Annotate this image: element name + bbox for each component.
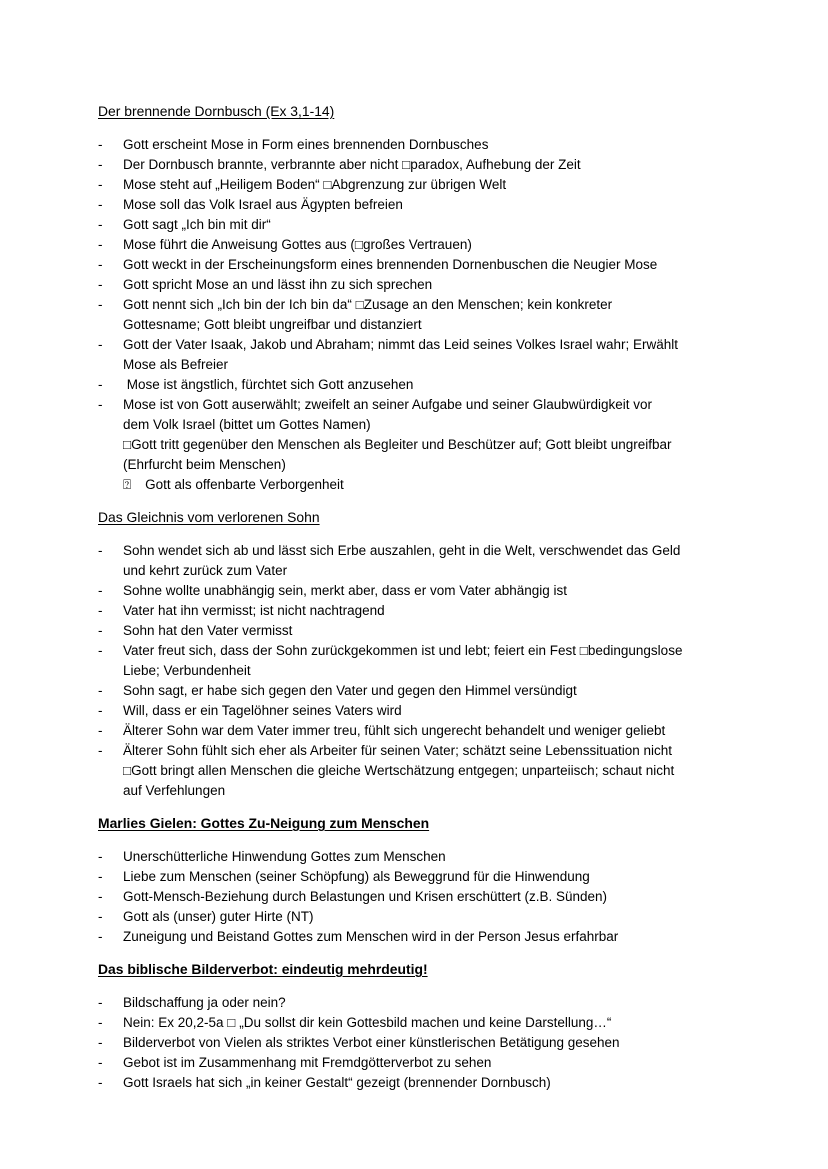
item-line xyxy=(98,661,732,681)
item-text: Mose führt die Anweisung Gottes aus (□großes Vertrauen) xyxy=(123,237,472,252)
bullet-item xyxy=(98,541,732,581)
section xyxy=(98,959,732,1093)
item-line xyxy=(98,235,732,255)
item-line xyxy=(98,335,732,355)
item-text: Vater freut sich, dass der Sohn zurückgekommen ist und lebt; feiert ein Fest □bedingungslose xyxy=(123,643,683,658)
bullet-list xyxy=(98,135,732,495)
bullet-list xyxy=(98,993,732,1093)
bullet-dash: - xyxy=(98,157,103,172)
item-line xyxy=(98,907,732,927)
section-heading: Marlies Gielen: Gottes Zu-Neigung zum Menschen xyxy=(98,815,430,831)
bullet-item xyxy=(98,155,732,175)
item-text: Nein: Ex 20,2-5a □ „Du sollst dir kein Gottesbild machen und keine Darstellung…“ xyxy=(123,1015,612,1030)
bullet-dash: - xyxy=(98,543,103,558)
item-line xyxy=(98,847,732,867)
document-content xyxy=(98,101,732,1093)
item-text: Mose ist von Gott auserwählt; zweifelt an seiner Aufgabe und seiner Glaubwürdigkeit vor xyxy=(123,397,653,412)
marker-spacer xyxy=(98,415,123,435)
bullet-dash: - xyxy=(98,623,103,638)
item-text: □Gott bringt allen Menschen die gleiche Wertschätzung entgegen; unparteiisch; schaut nicht xyxy=(123,763,675,778)
bullet-item xyxy=(98,195,732,215)
item-line xyxy=(98,867,732,887)
item-text: Gott sagt „Ich bin mit dir“ xyxy=(123,217,271,232)
marker-spacer xyxy=(98,455,123,475)
item-line xyxy=(98,475,732,495)
item-text: Zuneigung und Beistand Gottes zum Menschen wird in der Person Jesus erfahrbar xyxy=(123,929,619,944)
bullet-item xyxy=(98,295,732,335)
bullet-dash: - xyxy=(98,197,103,212)
marker-spacer xyxy=(98,315,123,335)
bullet-item xyxy=(98,1073,732,1093)
bullet-item xyxy=(98,907,732,927)
marker-spacer xyxy=(98,781,123,801)
bullet-dash: - xyxy=(98,217,103,232)
note-item xyxy=(98,475,732,495)
bullet-list xyxy=(98,847,732,947)
item-text: Sohn wendet sich ab und lässt sich Erbe auszahlen, geht in die Welt, verschwendet das Geld xyxy=(123,543,681,558)
section xyxy=(98,507,732,801)
item-text: Mose ist ängstlich, fürchtet sich Gott anzusehen xyxy=(123,377,414,392)
bullet-item xyxy=(98,275,732,295)
note-item xyxy=(98,761,732,801)
item-line xyxy=(98,435,732,455)
item-text: Bilderverbot von Vielen als striktes Verbot einer künstlerischen Betätigung gesehen xyxy=(123,1035,620,1050)
bullet-dash: - xyxy=(98,277,103,292)
marker-spacer xyxy=(98,475,123,495)
bullet-item xyxy=(98,335,732,375)
item-text: (Ehrfurcht beim Menschen) xyxy=(123,457,286,472)
item-text: Älterer Sohn fühlt sich eher als Arbeiter für seinen Vater; schätzt seine Lebenssituation nicht xyxy=(123,743,673,758)
item-line xyxy=(98,1033,732,1053)
bullet-item xyxy=(98,867,732,887)
item-line xyxy=(98,541,732,561)
item-text: Gottesname; Gott bleibt ungreifbar und distanziert xyxy=(123,317,422,332)
item-text: Sohn sagt, er habe sich gegen den Vater und gegen den Himmel versündigt xyxy=(123,683,577,698)
bullet-dash: - xyxy=(98,869,103,884)
item-text: ⍰ Gott als offenbarte Verborgenheit xyxy=(123,477,344,492)
item-line xyxy=(98,581,732,601)
bullet-dash: - xyxy=(98,1055,103,1070)
bullet-item xyxy=(98,1053,732,1073)
item-text: Älterer Sohn war dem Vater immer treu, fühlt sich ungerecht behandelt und weniger geliebt xyxy=(123,723,666,738)
item-line xyxy=(98,741,732,761)
item-line xyxy=(98,135,732,155)
bullet-dash: - xyxy=(98,583,103,598)
item-line xyxy=(98,1053,732,1073)
item-text: Gott der Vater Isaak, Jakob und Abraham; nimmt das Leid seines Volkes Israel wahr; Erwählt xyxy=(123,337,679,352)
bullet-item xyxy=(98,1013,732,1033)
section xyxy=(98,813,732,947)
bullet-dash: - xyxy=(98,397,103,412)
bullet-dash: - xyxy=(98,137,103,152)
bullet-dash: - xyxy=(98,849,103,864)
bullet-item xyxy=(98,721,732,741)
bullet-item xyxy=(98,887,732,907)
item-line xyxy=(98,355,732,375)
item-line xyxy=(98,315,732,335)
item-line xyxy=(98,601,732,621)
item-text: Sohn hat den Vater vermisst xyxy=(123,623,293,638)
item-line xyxy=(98,721,732,741)
bullet-item xyxy=(98,741,732,761)
item-text: Mose steht auf „Heiligem Boden“ □Abgrenzung zur übrigen Welt xyxy=(123,177,507,192)
item-line xyxy=(98,155,732,175)
item-text: Der Dornbusch brannte, verbrannte aber nicht □paradox, Aufhebung der Zeit xyxy=(123,157,581,172)
bullet-dash: - xyxy=(98,297,103,312)
item-text: Bildschaffung ja oder nein? xyxy=(123,995,286,1010)
bullet-dash: - xyxy=(98,1035,103,1050)
item-text: □Gott tritt gegenüber den Menschen als Begleiter und Beschützer auf; Gott bleibt ungreifbar xyxy=(123,437,672,452)
bullet-item xyxy=(98,235,732,255)
item-text: Gebot ist im Zusammenhang mit Fremdgötterverbot zu sehen xyxy=(123,1055,492,1070)
item-line xyxy=(98,375,732,395)
bullet-item xyxy=(98,681,732,701)
item-line xyxy=(98,993,732,1013)
section xyxy=(98,101,732,495)
item-text: Gott weckt in der Erscheinungsform eines brennenden Dornenbuschen die Neugier Mose xyxy=(123,257,658,272)
item-line xyxy=(98,927,732,947)
marker-spacer xyxy=(98,561,123,581)
item-line xyxy=(98,887,732,907)
item-line xyxy=(98,1013,732,1033)
item-text: dem Volk Israel (bittet um Gottes Namen) xyxy=(123,417,371,432)
bullet-dash: - xyxy=(98,909,103,924)
note-item xyxy=(98,435,732,475)
marker-spacer xyxy=(98,355,123,375)
item-text: Will, dass er ein Tagelöhner seines Vaters wird xyxy=(123,703,402,718)
item-line xyxy=(98,195,732,215)
item-text: Gott spricht Mose an und lässt ihn zu sich sprechen xyxy=(123,277,433,292)
bullet-item xyxy=(98,847,732,867)
item-line xyxy=(98,275,732,295)
item-line xyxy=(98,701,732,721)
bullet-item xyxy=(98,215,732,235)
item-line xyxy=(98,175,732,195)
bullet-dash: - xyxy=(98,1075,103,1090)
item-text: Mose soll das Volk Israel aus Ägypten befreien xyxy=(123,197,403,212)
item-text: Gott nennt sich „Ich bin der Ich bin da“ □Zusage an den Menschen; kein konkreter xyxy=(123,297,613,312)
bullet-item xyxy=(98,993,732,1013)
bullet-item xyxy=(98,621,732,641)
bullet-item xyxy=(98,175,732,195)
item-text: Gott als (unser) guter Hirte (NT) xyxy=(123,909,314,924)
bullet-item xyxy=(98,1033,732,1053)
item-text: Vater hat ihn vermisst; ist nicht nachtragend xyxy=(123,603,385,618)
bullet-dash: - xyxy=(98,237,103,252)
item-line xyxy=(98,215,732,235)
item-text: auf Verfehlungen xyxy=(123,783,226,798)
marker-spacer xyxy=(98,661,123,681)
item-line xyxy=(98,1073,732,1093)
item-text: und kehrt zurück zum Vater xyxy=(123,563,288,578)
bullet-item xyxy=(98,135,732,155)
item-line xyxy=(98,255,732,275)
bullet-item xyxy=(98,375,732,395)
item-text: Gott Israels hat sich „in keiner Gestalt“ gezeigt (brennender Dornbusch) xyxy=(123,1075,551,1090)
item-line xyxy=(98,561,732,581)
item-text: Mose als Befreier xyxy=(123,357,229,372)
section-heading: Der brennende Dornbusch (Ex 3,1-14) xyxy=(98,103,335,119)
bullet-dash: - xyxy=(98,743,103,758)
item-text: Gott erscheint Mose in Form eines brennenden Dornbusches xyxy=(123,137,489,152)
item-line xyxy=(98,761,732,781)
item-text: Unerschütterliche Hinwendung Gottes zum Menschen xyxy=(123,849,446,864)
item-text: Sohne wollte unabhängig sein, merkt aber, dass er vom Vater abhängig ist xyxy=(123,583,568,598)
marker-spacer xyxy=(98,435,123,455)
bullet-item xyxy=(98,581,732,601)
bullet-item xyxy=(98,601,732,621)
bullet-dash: - xyxy=(98,995,103,1010)
bullet-item xyxy=(98,701,732,721)
bullet-dash: - xyxy=(98,683,103,698)
item-line xyxy=(98,455,732,475)
bullet-item xyxy=(98,395,732,435)
item-text: Liebe; Verbundenheit xyxy=(123,663,251,678)
bullet-item xyxy=(98,927,732,947)
section-heading: Das Gleichnis vom verlorenen Sohn xyxy=(98,509,320,525)
missing-glyph-box-icon: ⍰ xyxy=(123,477,132,492)
item-line xyxy=(98,781,732,801)
section-heading: Das biblische Bilderverbot: eindeutig mehrdeutig! xyxy=(98,961,428,977)
bullet-item xyxy=(98,641,732,681)
bullet-dash: - xyxy=(98,257,103,272)
bullet-dash: - xyxy=(98,723,103,738)
bullet-dash: - xyxy=(98,337,103,352)
item-line xyxy=(98,621,732,641)
item-line xyxy=(98,395,732,415)
item-text: Liebe zum Menschen (seiner Schöpfung) als Beweggrund für die Hinwendung xyxy=(123,869,590,884)
bullet-dash: - xyxy=(98,643,103,658)
bullet-dash: - xyxy=(98,929,103,944)
bullet-dash: - xyxy=(98,377,103,392)
item-line xyxy=(98,295,732,315)
bullet-list xyxy=(98,541,732,801)
bullet-dash: - xyxy=(98,603,103,618)
marker-spacer xyxy=(98,761,123,781)
item-text: Gott-Mensch-Beziehung durch Belastungen und Krisen erschüttert (z.B. Sünden) xyxy=(123,889,608,904)
bullet-item xyxy=(98,255,732,275)
bullet-dash: - xyxy=(98,889,103,904)
bullet-dash: - xyxy=(98,703,103,718)
bullet-dash: - xyxy=(98,177,103,192)
item-line xyxy=(98,641,732,661)
item-line xyxy=(98,415,732,435)
bullet-dash: - xyxy=(98,1015,103,1030)
item-line xyxy=(98,681,732,701)
